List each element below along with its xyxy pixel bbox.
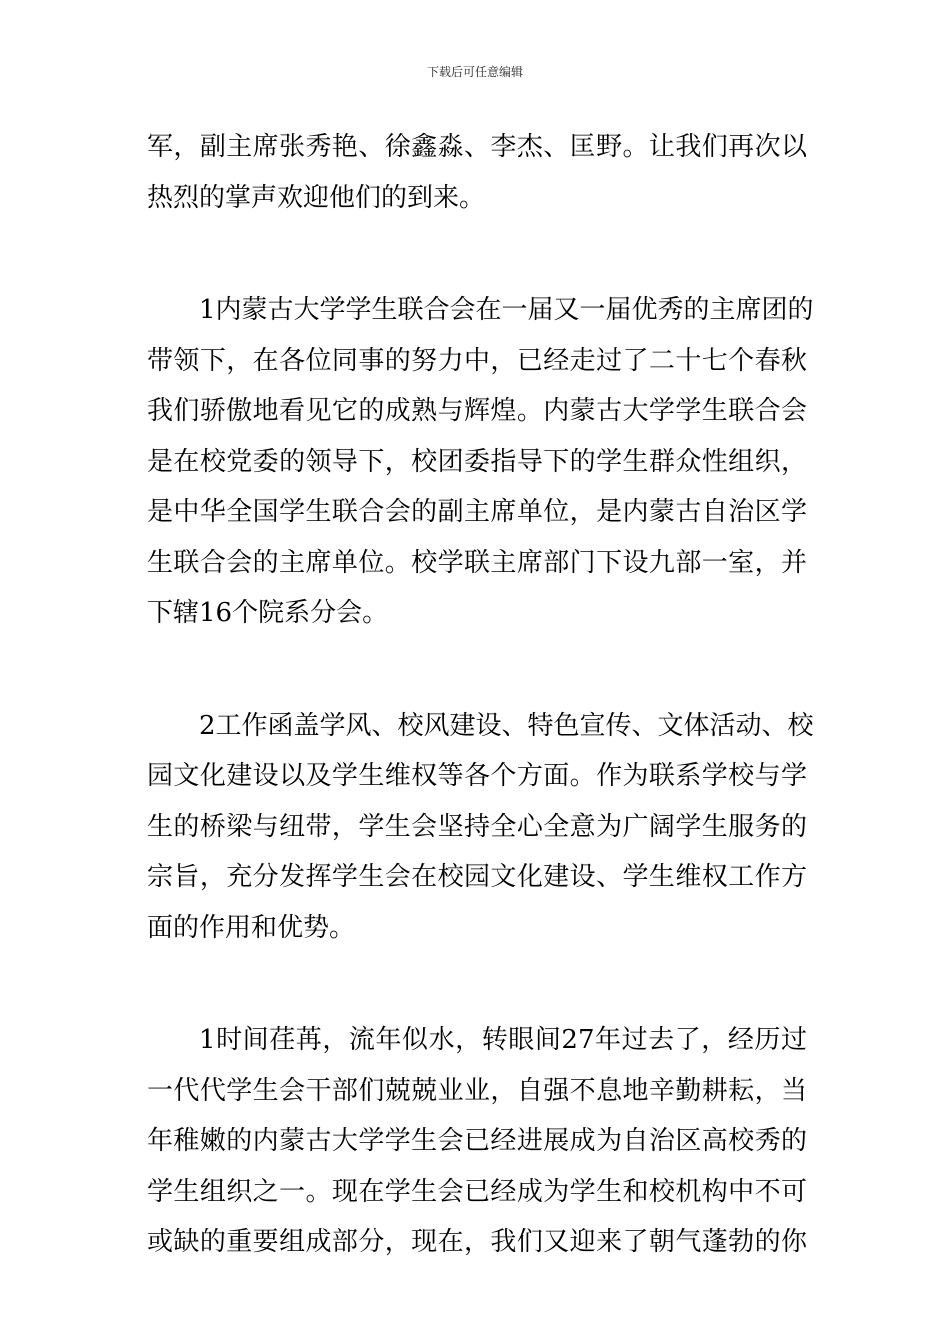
text-line: 热烈的掌声欢迎他们的到来。 xyxy=(147,182,486,213)
page-header: 下载后可任意编辑 xyxy=(426,65,523,79)
text-line: 园文化建设以及学生维权等各个方面。作为联系学校与学 xyxy=(147,761,807,791)
paragraph-history xyxy=(147,1015,807,1268)
text-line: 面的作用和优势。 xyxy=(147,912,356,943)
text-line: 下辖16个院系分会。 xyxy=(147,598,389,628)
text-line: 宗旨，充分发挥学生会在校园文化建设、学生维权工作方 xyxy=(147,862,807,892)
text-line: 年稚嫩的内蒙古大学学生会已经进展成为自治区高校秀的 xyxy=(147,1126,807,1156)
text-line: 1时间荏苒，流年似水，转眼间27年过去了，经历过 xyxy=(199,1025,807,1055)
text-line: 学生组织之一。现在学生会已经成为学生和校机构中不可 xyxy=(147,1176,807,1207)
document-body xyxy=(147,122,814,1268)
paragraph-continuation xyxy=(147,122,807,223)
text-line: 生的桥梁与纽带，学生会坚持全心全意为广阔学生服务的 xyxy=(147,811,807,842)
paragraph-work-scope xyxy=(147,701,814,954)
text-line: 军，副主席张秀艳、徐鑫淼、李杰、匡野。让我们再次以 xyxy=(147,132,807,162)
paragraph-student-union-intro xyxy=(147,285,814,639)
text-line: 1内蒙古大学学生联合会在一届又一届优秀的主席团的 xyxy=(199,295,814,325)
text-line: 是在校党委的领导下，校团委指导下的学生群众性组织， xyxy=(147,446,807,477)
text-line: 带领下，在各位同事的努力中，已经走过了二十七个春秋 xyxy=(147,345,807,376)
text-line: 2工作函盖学风、校风建设、特色宣传、文体活动、校 xyxy=(199,710,814,741)
text-line: 我们骄傲地看见它的成熟与辉煌。内蒙古大学学生联合会 xyxy=(147,396,807,426)
text-line: 一代代学生会干部们兢兢业业，自强不息地辛勤耕耘，当 xyxy=(147,1075,807,1106)
text-line: 是中华全国学生联合会的副主席单位，是内蒙古自治区学 xyxy=(147,497,807,527)
text-line: 或缺的重要组成部分，现在，我们又迎来了朝气蓬勃的你 xyxy=(147,1227,807,1257)
text-line: 生联合会的主席单位。校学联主席部门下设九部一室，并 xyxy=(147,547,807,578)
